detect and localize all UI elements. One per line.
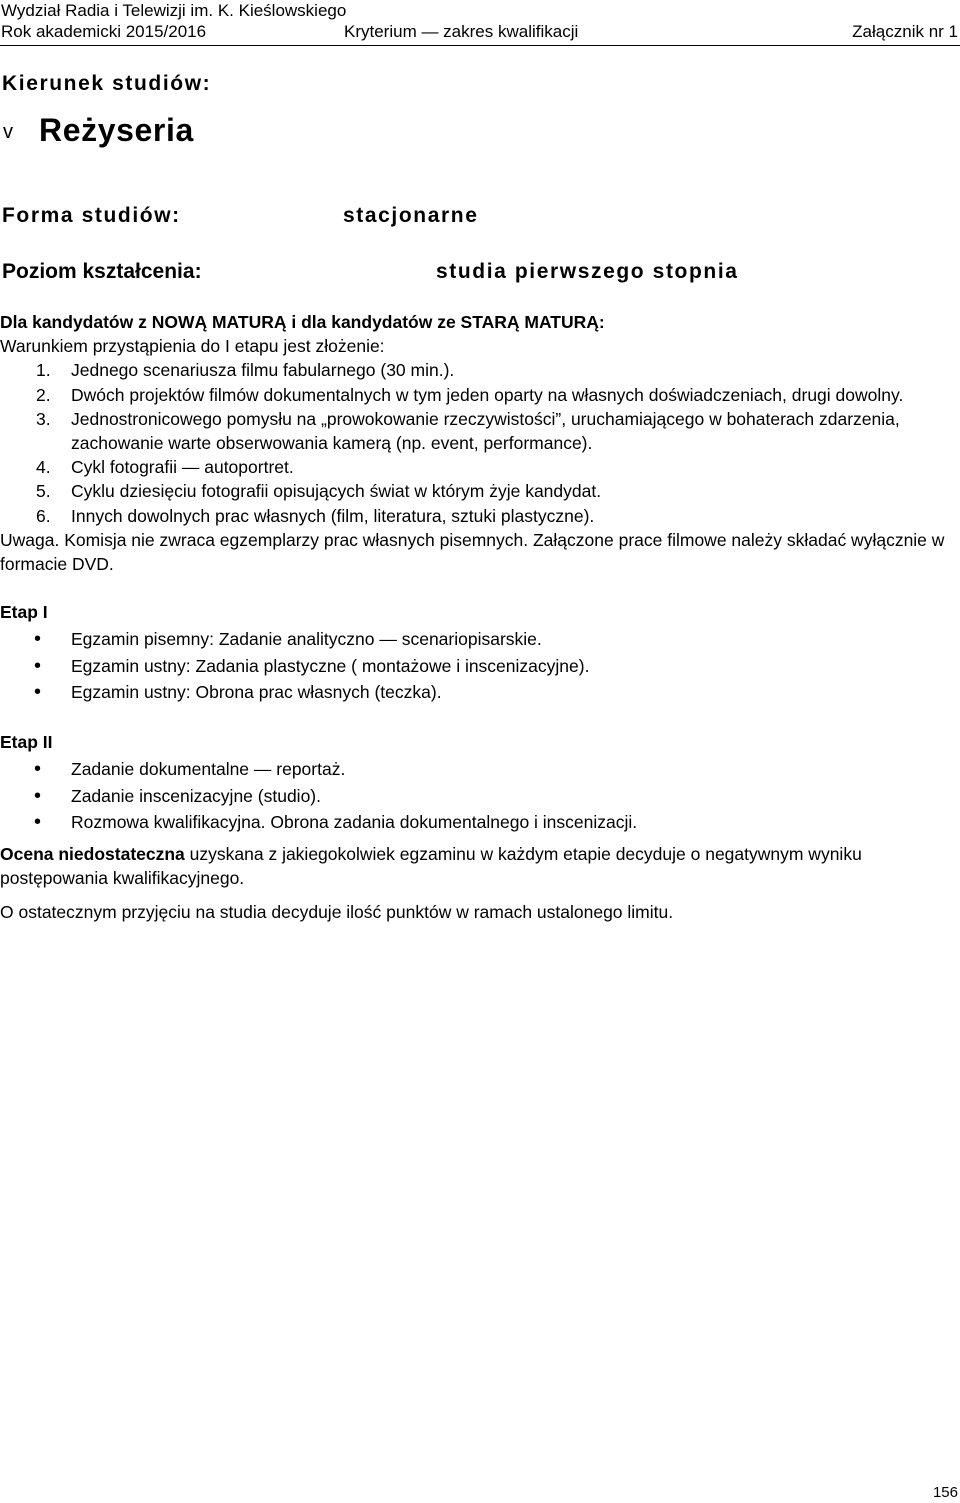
grade-bold: Ocena niedostateczna [0,843,185,864]
document-body [0,310,958,924]
condition-item: 1. Jednego scenariusza filmu fabularnego (30 min.). [36,360,455,381]
grade-rest: uzyskana z jakiegokolwiek egzaminu w każdym etapie decyduje o negatywnym wyniku postępowania kwalifikacyjnego. [0,843,862,888]
education-level-label: Poziom kształcenia: [2,260,202,283]
conditions-list [0,358,958,527]
header-divider [0,45,960,46]
page-number: 156 [932,1484,958,1501]
stage2-list [0,756,958,836]
condition-item: 4. Cykl fotografii — autoportret. [36,457,294,478]
stage1-title: Etap I [0,602,48,623]
stage1-list [0,626,958,706]
condition-item: 5. Cyklu dziesięciu fotografii opisujących świat w którym żyje kandydat. [36,481,602,502]
study-form-label: Forma studiów: [2,204,181,227]
academic-year: Rok akademicki 2015/2016 [1,22,207,41]
condition-item: 2. Dwóch projektów filmów dokumentalnych w tym jeden oparty na własnych doświadczeniach, drugi dowolny. [36,384,904,405]
education-level-value: studia pierwszego stopnia [436,260,739,283]
candidates-heading: Dla kandydatów z NOWĄ MATURĄ i dla kandydatów ze STARĄ MATURĄ: [0,312,605,332]
field-marker: v [3,121,13,143]
field-of-study-value [3,112,194,149]
condition-item: 3. Jednostronicowego pomysłu na „prowokowanie rzeczywistości”, uruchamiającego w bohaterach zdarzenia, zachowanie warte obserwowania kamerą (np. event, performance). [36,408,900,454]
stage1-item: • Egzamin pisemny: Zadanie analityczno — scenariopisarskie. [0,626,958,653]
grade-paragraph [0,842,958,890]
condition-item: 6. Innych dowolnych prac własnych (film, literatura, sztuki plastyczne). [36,505,595,526]
stage2-item: • Zadanie inscenizacyjne (studio). [0,783,958,810]
field-name: Reżyseria [39,112,194,148]
stage2-item: • Zadanie dokumentalne — reportaż. [0,756,958,783]
stage1-item: • Egzamin ustny: Zadania plastyczne ( montażowe i inscenizacyjne). [0,653,958,680]
institution-name: Wydział Radia i Telewizji im. K. Kieślowskiego [1,1,347,20]
stage1-item: • Egzamin ustny: Obrona prac własnych (teczka). [0,679,958,706]
criterion-title: Kryterium — zakres kwalifikacji [344,22,579,41]
stage2-item: • Rozmowa kwalifikacyjna. Obrona zadania dokumentalnego i inscenizacji. [0,809,958,836]
attachment-label: Załącznik nr 1 [852,22,958,41]
stage2-title: Etap II [0,731,53,752]
final-note: O ostatecznym przyjęciu na studia decyduje ilość punktów w ramach ustalonego limitu. [0,902,674,923]
field-of-study-title: Kierunek studiów: [2,72,212,95]
study-form-value: stacjonarne [343,204,479,227]
note-paragraph: Uwaga. Komisja nie zwraca egzemplarzy prac własnych pisemnych. Załączone prace filmowe należy składać wyłącznie w formacie DVD. [0,529,945,575]
condition-intro: Warunkiem przystąpienia do I etapu jest złożenie: [0,336,385,357]
